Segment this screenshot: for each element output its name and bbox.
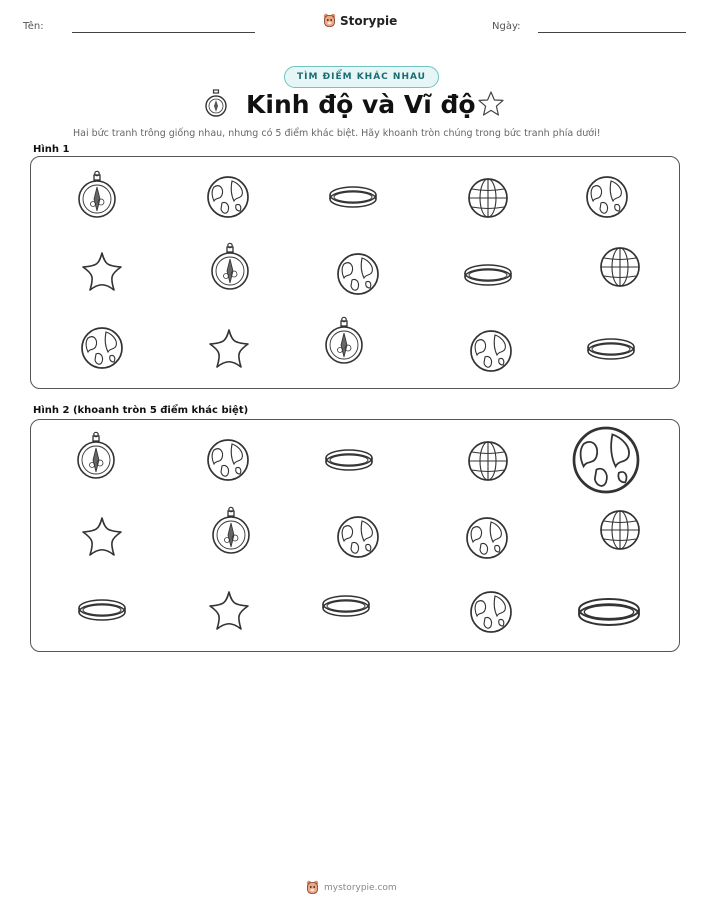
date-label: Ngày:: [492, 21, 521, 32]
pic1-globe-earth-icon[interactable]: [338, 254, 378, 294]
bear-icon: [323, 13, 336, 28]
pic1-globe-earth-icon[interactable]: [208, 177, 248, 217]
page-title: Kinh độ và Vĩ độ: [246, 90, 476, 119]
picture-1-panel[interactable]: [30, 156, 680, 389]
pic1-ring-icon[interactable]: [330, 187, 376, 207]
pic1-ring-icon[interactable]: [588, 339, 634, 359]
brand-name: Storypie: [340, 13, 398, 28]
brand-logo: [323, 13, 397, 28]
pic2-compass-icon[interactable]: [213, 507, 249, 553]
pic2-ring-icon[interactable]: [579, 599, 639, 625]
pic1-ring-icon[interactable]: [465, 265, 511, 285]
pic1-starfish-icon[interactable]: [83, 253, 121, 290]
compass-icon: [205, 89, 227, 119]
footer: [306, 880, 397, 895]
pic2-globe-earth-icon[interactable]: [574, 428, 638, 492]
date-line[interactable]: [538, 32, 686, 33]
pic2-globe-earth-icon[interactable]: [338, 517, 378, 557]
pic1-compass-icon[interactable]: [326, 317, 362, 363]
name-label: Tên:: [23, 21, 44, 32]
pic2-compass-icon[interactable]: [78, 432, 114, 478]
picture-2-canvas[interactable]: [31, 420, 679, 651]
pic1-globe-grid-icon[interactable]: [601, 248, 639, 286]
pic2-starfish-icon[interactable]: [210, 592, 248, 629]
pic1-starfish-icon[interactable]: [210, 330, 248, 367]
pic2-globe-earth-icon[interactable]: [471, 592, 511, 632]
pic1-globe-grid-icon[interactable]: [469, 179, 507, 217]
star-icon: [477, 90, 505, 118]
activity-badge: TÌM ĐIỂM KHÁC NHAU: [284, 66, 439, 88]
pic2-ring-icon[interactable]: [326, 450, 372, 470]
pic2-globe-earth-icon[interactable]: [467, 518, 507, 558]
name-line[interactable]: [72, 32, 255, 33]
pic2-ring-icon[interactable]: [323, 596, 369, 616]
footer-url[interactable]: mystorypie.com: [324, 882, 397, 893]
pic2-starfish-icon[interactable]: [83, 518, 121, 555]
picture-1-canvas[interactable]: [31, 157, 679, 388]
instructions-text: Hai bức tranh trông giống nhau, nhưng có 5 điểm khác biệt. Hãy khoanh tròn chúng trong bức tranh phía dưới!: [73, 128, 601, 139]
pic2-globe-grid-icon[interactable]: [469, 442, 507, 480]
pic1-globe-earth-icon[interactable]: [82, 328, 122, 368]
pic1-globe-earth-icon[interactable]: [587, 177, 627, 217]
pic1-compass-icon[interactable]: [212, 243, 248, 289]
picture-2-panel[interactable]: [30, 419, 680, 652]
picture-1-label: Hình 1: [33, 144, 70, 155]
pic2-ring-icon[interactable]: [79, 600, 125, 620]
picture-2-label: Hình 2 (khoanh tròn 5 điểm khác biệt): [33, 405, 249, 416]
pic1-compass-icon[interactable]: [79, 171, 115, 217]
pic2-globe-grid-icon[interactable]: [601, 511, 639, 549]
pic2-globe-earth-icon[interactable]: [208, 440, 248, 480]
bear-icon: [306, 880, 319, 895]
pic1-globe-earth-icon[interactable]: [471, 331, 511, 371]
